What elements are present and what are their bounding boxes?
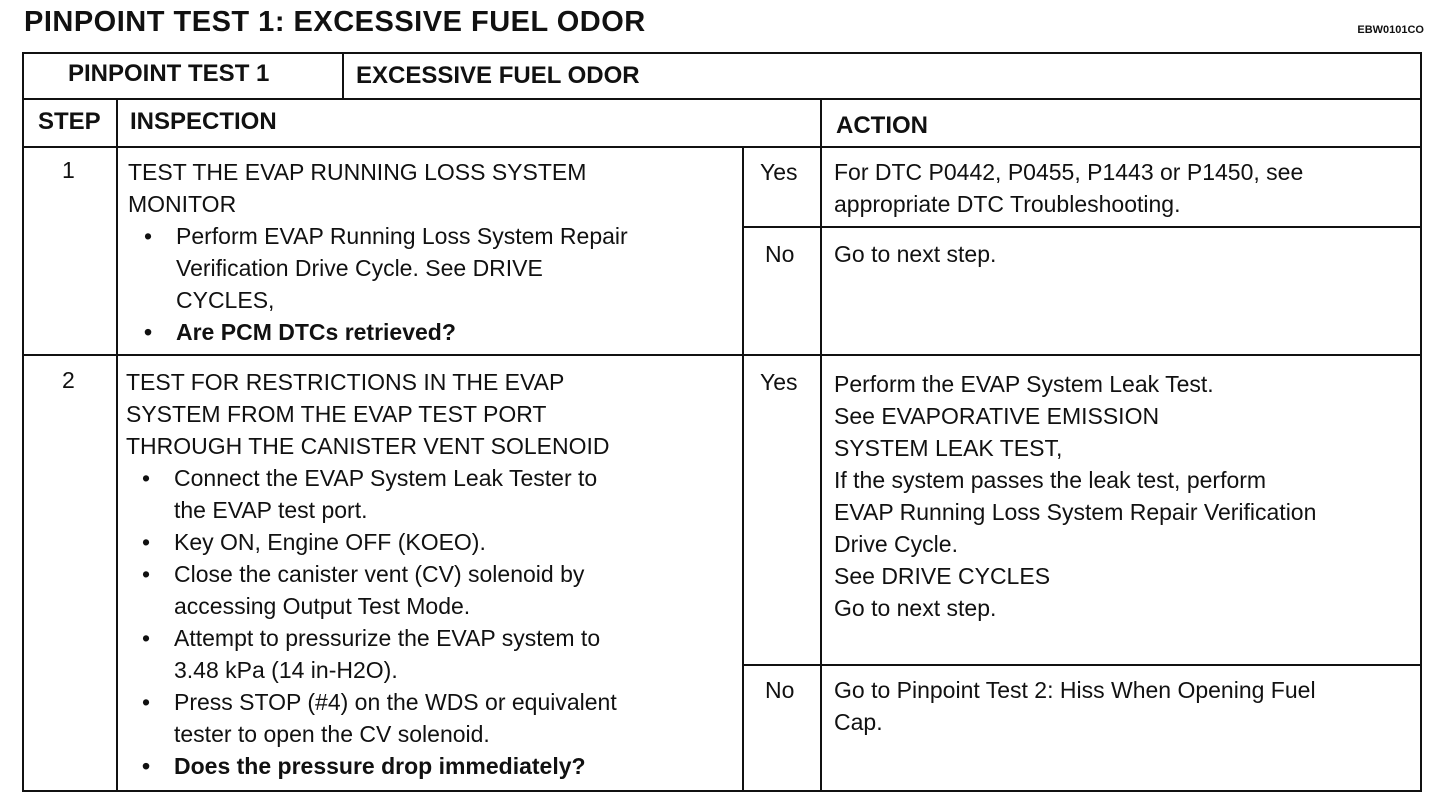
row-divider-step1-yes-no (742, 226, 1422, 228)
bullet-line: Perform EVAP Running Loss System Repair (176, 223, 628, 249)
bullet-icon: • (143, 223, 153, 249)
header-inspection: INSPECTION (130, 108, 277, 135)
bullet-line: tester to open the CV solenoid. (174, 721, 490, 747)
yes-label: Yes (760, 159, 798, 185)
bullet-icon: • (141, 465, 151, 491)
no-action (834, 674, 1316, 738)
step-bullet (126, 686, 738, 750)
action-line: See DRIVE CYCLES (834, 563, 1051, 589)
no-label: No (765, 241, 795, 267)
action-line: EVAP Running Loss System Repair Verification (834, 499, 1317, 525)
action-line: For DTC P0442, P0455, P1443 or P1450, see (834, 159, 1304, 185)
yes-action (834, 156, 1303, 220)
row-divider-header (24, 146, 1420, 148)
bullet-line: the EVAP test port. (174, 497, 368, 523)
step-bullet (126, 462, 738, 526)
row-divider-step (24, 354, 1420, 356)
action-line: Go to next step. (834, 241, 997, 267)
col-divider-title (342, 54, 344, 98)
step-bullet (128, 220, 738, 316)
action-line: If the system passes the leak test, perform (834, 467, 1267, 493)
bullet-line: Does the pressure drop immediately? (174, 753, 586, 779)
row-divider-step2-yes-no (742, 664, 1422, 666)
yes-action (834, 368, 1316, 624)
bullet-line: Close the canister vent (CV) solenoid by (174, 561, 585, 587)
bullet-icon: • (141, 689, 151, 715)
action-line: Go to Pinpoint Test 2: Hiss When Opening Fuel (834, 677, 1316, 703)
action-line: Perform the EVAP System Leak Test. (834, 371, 1214, 397)
test-label: PINPOINT TEST 1 (68, 60, 270, 87)
col-divider-step (116, 98, 118, 790)
step-number: 1 (62, 157, 75, 183)
col-divider-yes-no (742, 146, 744, 790)
pinpoint-test-table (22, 52, 1422, 792)
step-title-line: THROUGH THE CANISTER VENT SOLENOID (126, 433, 610, 459)
bullet-line: CYCLES, (176, 287, 275, 313)
step-2-inspection (126, 366, 738, 782)
document-code: EBW0101CO (1357, 24, 1424, 36)
no-action (834, 238, 996, 270)
action-line: SYSTEM LEAK TEST, (834, 435, 1063, 461)
action-line: Drive Cycle. (834, 531, 958, 557)
action-line: Go to next step. (834, 595, 997, 621)
bullet-line: accessing Output Test Mode. (174, 593, 471, 619)
action-line: Cap. (834, 709, 883, 735)
yes-label: Yes (760, 369, 798, 395)
step-number: 2 (62, 367, 75, 393)
bullet-icon: • (141, 529, 151, 555)
step-question (126, 750, 738, 782)
step-question (128, 316, 738, 348)
action-line: See EVAPORATIVE EMISSION (834, 403, 1160, 429)
bullet-icon: • (143, 319, 153, 345)
bullet-icon: • (141, 625, 151, 651)
step-bullet (126, 526, 738, 558)
bullet-line: 3.48 kPa (14 in-H2O). (174, 657, 398, 683)
step-title-line: TEST THE EVAP RUNNING LOSS SYSTEM (128, 159, 587, 185)
step-bullet-list (126, 462, 738, 782)
step-title-line: SYSTEM FROM THE EVAP TEST PORT (126, 401, 547, 427)
bullet-line: Press STOP (#4) on the WDS or equivalent (174, 689, 617, 715)
bullet-line: Key ON, Engine OFF (KOEO). (174, 529, 486, 555)
bullet-line: Connect the EVAP System Leak Tester to (174, 465, 598, 491)
col-divider-action (820, 98, 822, 790)
test-title: EXCESSIVE FUEL ODOR (356, 62, 640, 89)
header-action: ACTION (836, 112, 928, 139)
step-1-inspection (128, 156, 738, 348)
action-line: appropriate DTC Troubleshooting. (834, 191, 1181, 217)
page-title: PINPOINT TEST 1: EXCESSIVE FUEL ODOR (24, 6, 646, 38)
no-label: No (765, 677, 795, 703)
bullet-icon: • (141, 561, 151, 587)
step-bullet-list (128, 220, 738, 348)
bullet-line: Verification Drive Cycle. See DRIVE (176, 255, 543, 281)
step-bullet (126, 622, 738, 686)
bullet-line: Attempt to pressurize the EVAP system to (174, 625, 601, 651)
bullet-line: Are PCM DTCs retrieved? (176, 319, 456, 345)
step-bullet (126, 558, 738, 622)
header-step: STEP (38, 108, 101, 135)
row-divider-title (24, 98, 1420, 100)
step-title-line: TEST FOR RESTRICTIONS IN THE EVAP (126, 369, 565, 395)
bullet-icon: • (141, 753, 151, 779)
step-title-line: MONITOR (128, 191, 237, 217)
